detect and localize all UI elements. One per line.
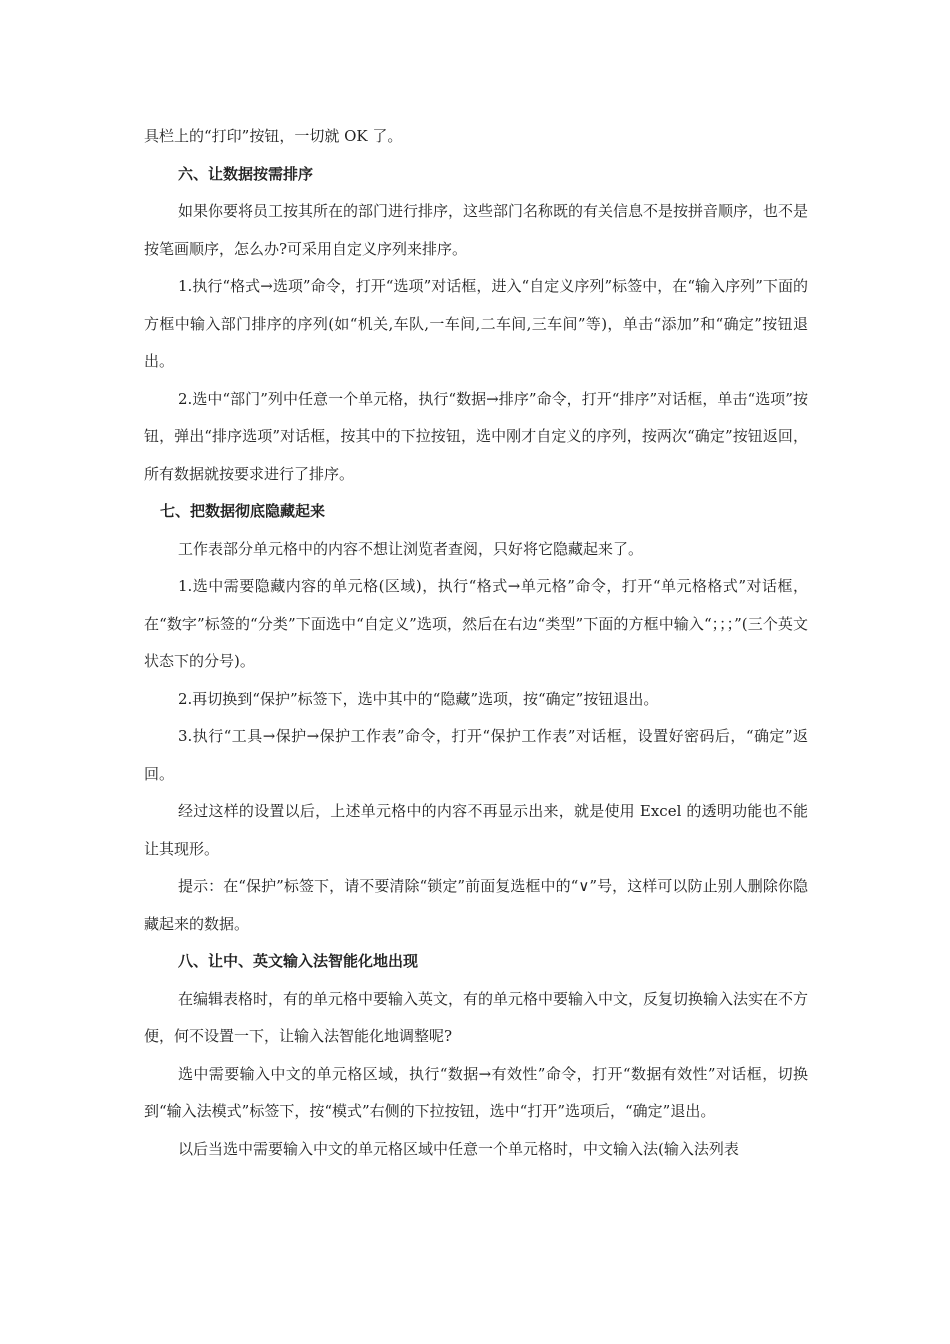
paragraph: 在编辑表格时，有的单元格中要输入英文，有的单元格中要输入中文，反复切换输入法实在不方便，何不设置一下，让输入法智能化地调整呢? bbox=[144, 989, 809, 1045]
paragraph: 2.再切换到“保护”标签下，选中其中的“隐藏”选项，按“确定”按钮退出。 bbox=[178, 689, 659, 708]
tip-paragraph: 提示：在“保护”标签下，请不要清除“锁定”前面复选框中的“∨”号，这样可以防止别人删除你隐藏起来的数据。 bbox=[144, 877, 808, 933]
paragraph: 选中需要输入中文的单元格区域，执行“数据→有效性”命令，打开“数据有效性”对话框，切换到“输入法模式”标签下，按“模式”右侧的下拉按钮，选中“打开”选项后，“确定”退出。 bbox=[144, 1064, 808, 1120]
paragraph: 经过这样的设置以后，上述单元格中的内容不再显示出来，就是使用 Excel 的透明功能也不能让其现形。 bbox=[144, 802, 808, 858]
paragraph: 2.选中“部门”列中任意一个单元格，执行“数据→排序”命令，打开“排序”对话框，单击“选项”按钮，弹出“排序选项”对话框，按其中的下拉按钮，选中刚才自定义的序列，按两次“确定”按钮返回，所有数据就按要求进行了排序。 bbox=[144, 389, 808, 483]
section-heading: 六、让数据按需排序 bbox=[178, 164, 314, 183]
document-page bbox=[144, 118, 808, 1168]
paragraph: 以后当选中需要输入中文的单元格区域中任意一个单元格时，中文输入法(输入法列表 bbox=[178, 1139, 739, 1158]
paragraph: 3.执行“工具→保护→保护工作表”命令，打开“保护工作表”对话框，设置好密码后，“确定”返回。 bbox=[144, 727, 808, 783]
paragraph: 具栏上的“打印”按钮，一切就 OK 了。 bbox=[144, 127, 403, 145]
paragraph: 如果你要将员工按其所在的部门进行排序，这些部门名称既的有关信息不是按拼音顺序，也不是按笔画顺序，怎么办?可采用自定义序列来排序。 bbox=[144, 202, 809, 258]
section-heading: 七、把数据彻底隐藏起来 bbox=[160, 502, 326, 520]
paragraph: 1.执行“格式→选项”命令，打开“选项”对话框，进入“自定义序列”标签中，在“输入序列”下面的方框中输入部门排序的序列(如“机关,车队,一车间,二车间,三车间”等)，单击“添加”和“确定”按钮退出。 bbox=[144, 277, 808, 370]
section-heading: 八、让中、英文输入法智能化地出现 bbox=[178, 952, 419, 970]
paragraph: 工作表部分单元格中的内容不想让浏览者查阅，只好将它隐藏起来了。 bbox=[178, 539, 644, 558]
paragraph: 1.选中需要隐藏内容的单元格(区域)，执行“格式→单元格”命令，打开“单元格格式”对话框，在“数字”标签的“分类”下面选中“自定义”选项，然后在右边“类型”下面的方框中输入“；；；”(三个英文状态下的分号)。 bbox=[144, 577, 808, 670]
